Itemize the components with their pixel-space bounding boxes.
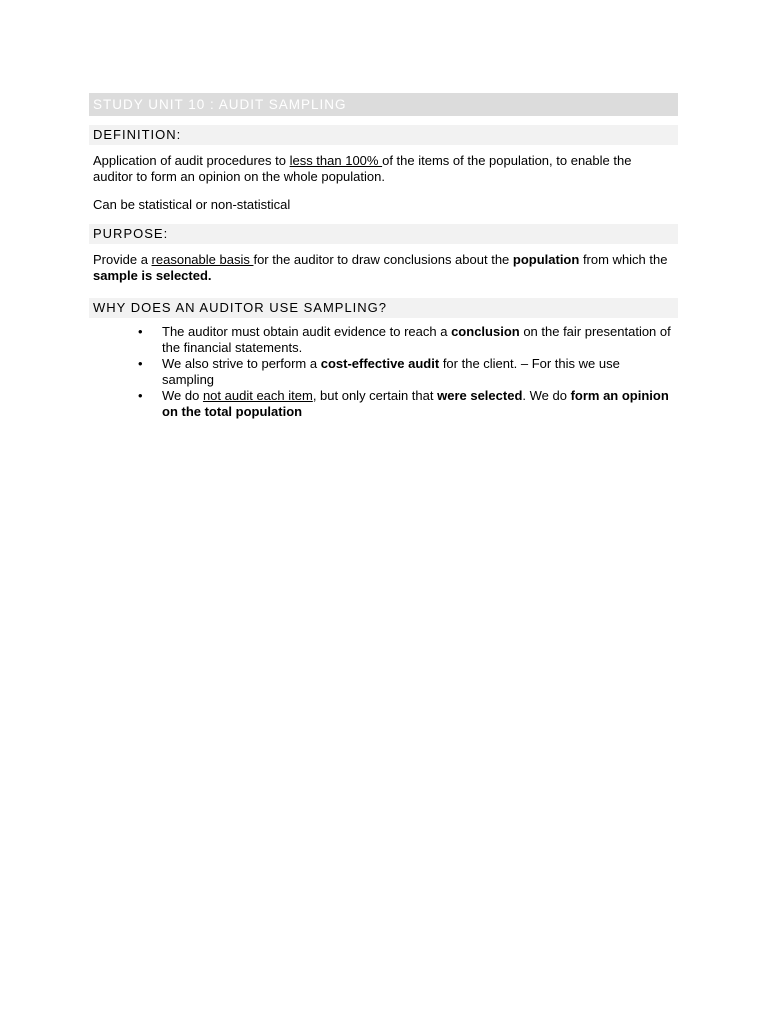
list-item: [89, 356, 678, 388]
study-unit-title: STUDY UNIT 10 : AUDIT SAMPLING: [89, 93, 678, 116]
why-sampling-heading: WHY DOES AN AUDITOR USE SAMPLING?: [89, 298, 678, 318]
bullet-bold-text: were selected: [437, 388, 523, 403]
purpose-underlined-text: reasonable basis: [151, 252, 254, 267]
list-item: [89, 324, 678, 356]
bullet-text: We do: [162, 388, 203, 403]
bullet-bold-text: form an opinion on the total population: [162, 388, 669, 419]
bullet-icon: •: [138, 324, 143, 339]
purpose-heading: PURPOSE:: [89, 224, 678, 244]
definition-text-end: of the items of the population, to enable the auditor to form an opinion on the whole population.: [93, 153, 632, 184]
definition-text-start: Application of audit procedures to: [93, 153, 290, 168]
purpose-bold-population: population: [512, 252, 580, 267]
purpose-text-middle: for the auditor to draw conclusions about the: [253, 252, 513, 267]
bullet-text: The auditor must obtain audit evidence to reach a: [162, 324, 452, 339]
bullet-icon: •: [138, 356, 143, 371]
purpose-bold-sample: sample is selected.: [93, 268, 212, 283]
definition-paragraph: [89, 153, 678, 185]
bullet-bold-text: conclusion: [451, 324, 520, 339]
purpose-text-start: Provide a: [93, 252, 152, 267]
bullet-icon: •: [138, 388, 143, 403]
bullet-text: for the client. – For this we use sampling: [162, 356, 620, 387]
bullet-bold-text: cost-effective audit: [320, 356, 440, 371]
list-item: [89, 388, 678, 420]
bullet-underlined-text: not audit each item: [202, 388, 313, 403]
bullet-text: We also strive to perform a: [162, 356, 321, 371]
bullet-text: , but only certain that: [312, 388, 438, 403]
purpose-text-connector: from which the: [579, 252, 668, 267]
statistical-paragraph: Can be statistical or non-statistical: [93, 197, 291, 212]
purpose-paragraph: [89, 252, 678, 284]
why-sampling-list: [89, 324, 678, 420]
bullet-text: on the fair presentation of the financial statements.: [162, 324, 671, 355]
definition-heading: DEFINITION:: [89, 125, 678, 145]
document-page: [89, 93, 678, 420]
bullet-text: . We do: [522, 388, 571, 403]
definition-underlined-text: less than 100%: [289, 153, 383, 168]
